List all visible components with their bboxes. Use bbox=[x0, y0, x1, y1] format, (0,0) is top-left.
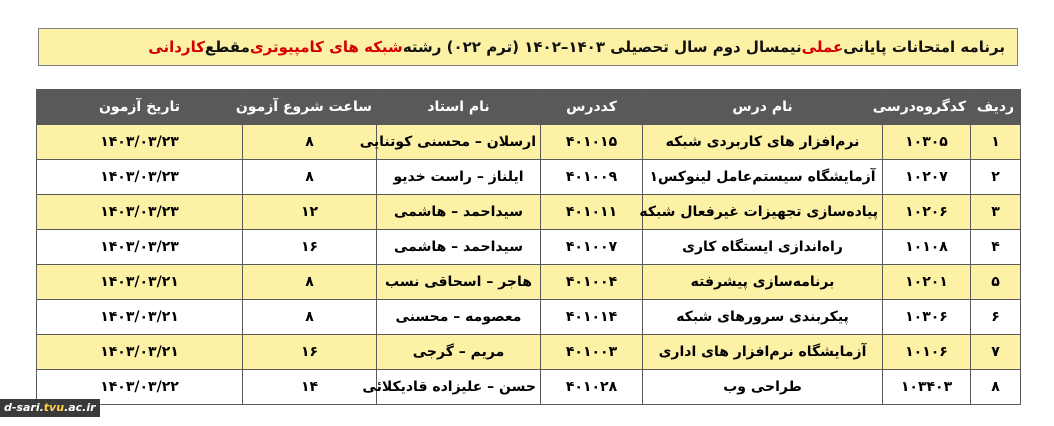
cell-course-code: ۴۰۱۰۰۷ bbox=[541, 230, 643, 265]
table-row bbox=[37, 230, 1021, 265]
cell-course-code: ۴۰۱۰۰۴ bbox=[541, 265, 643, 300]
table-row bbox=[37, 160, 1021, 195]
cell-group-code: ۱۰۳۴۰۳ bbox=[883, 370, 971, 405]
cell-instructor: ایلناز – راست خدیو bbox=[377, 160, 541, 195]
header-course-code: کددرس bbox=[541, 90, 643, 125]
cell-group-code: ۱۰۲۰۱ bbox=[883, 265, 971, 300]
cell-row-number: ۶ bbox=[971, 300, 1021, 335]
cell-group-code: ۱۰۲۰۶ bbox=[883, 195, 971, 230]
cell-exam-date: ۱۴۰۳/۰۳/۲۳ bbox=[37, 195, 243, 230]
cell-exam-date: ۱۴۰۳/۰۳/۲۳ bbox=[37, 230, 243, 265]
cell-row-number: ۵ bbox=[971, 265, 1021, 300]
cell-instructor: سیداحمد – هاشمی bbox=[377, 230, 541, 265]
cell-course-name: نرم‌افزار های کاربردی شبکه bbox=[643, 125, 883, 160]
header-group-code: کدگروه‌درسی bbox=[883, 90, 971, 125]
cell-course-name: پیاده‌سازی تجهیزات غیرفعال شبکه bbox=[643, 195, 883, 230]
cell-course-name: برنامه‌سازی پیشرفته bbox=[643, 265, 883, 300]
cell-row-number: ۱ bbox=[971, 125, 1021, 160]
table-header-row bbox=[37, 90, 1021, 125]
table-row bbox=[37, 335, 1021, 370]
cell-exam-date: ۱۴۰۳/۰۳/۲۱ bbox=[37, 265, 243, 300]
cell-course-code: ۴۰۱۰۲۸ bbox=[541, 370, 643, 405]
cell-row-number: ۷ bbox=[971, 335, 1021, 370]
cell-start-time: ۸ bbox=[243, 300, 377, 335]
title-part-1: برنامه امتحانات پایانی bbox=[843, 38, 1005, 56]
cell-start-time: ۱۴ bbox=[243, 370, 377, 405]
table-row bbox=[37, 300, 1021, 335]
header-start-time: ساعت شروع آزمون bbox=[243, 90, 377, 125]
site-watermark bbox=[0, 399, 100, 417]
title-field: شبکه های کامپیوتری bbox=[249, 38, 403, 56]
cell-course-code: ۴۰۱۰۰۳ bbox=[541, 335, 643, 370]
watermark-suffix: .ac.ir bbox=[64, 401, 96, 414]
title-degree: کاردانی bbox=[148, 38, 205, 56]
cell-group-code: ۱۰۱۰۶ bbox=[883, 335, 971, 370]
cell-row-number: ۴ bbox=[971, 230, 1021, 265]
cell-start-time: ۱۶ bbox=[243, 230, 377, 265]
header-row-number: ردیف bbox=[971, 90, 1021, 125]
cell-course-code: ۴۰۱۰۱۱ bbox=[541, 195, 643, 230]
table-row bbox=[37, 195, 1021, 230]
title-part-5: مقطع bbox=[204, 38, 250, 56]
header-course-name: نام درس bbox=[643, 90, 883, 125]
cell-group-code: ۱۰۱۰۸ bbox=[883, 230, 971, 265]
title-practical: عملی bbox=[801, 38, 844, 56]
table-row bbox=[37, 370, 1021, 405]
exam-schedule-table bbox=[36, 89, 1021, 405]
cell-row-number: ۸ bbox=[971, 370, 1021, 405]
table-row bbox=[37, 265, 1021, 300]
cell-exam-date: ۱۴۰۳/۰۳/۲۳ bbox=[37, 125, 243, 160]
watermark-accent: tvu bbox=[43, 401, 65, 414]
cell-instructor: معصومه – محسنی bbox=[377, 300, 541, 335]
cell-exam-date: ۱۴۰۳/۰۳/۲۳ bbox=[37, 160, 243, 195]
cell-instructor: هاجر – اسحاقی نسب bbox=[377, 265, 541, 300]
cell-row-number: ۳ bbox=[971, 195, 1021, 230]
cell-course-code: ۴۰۱۰۱۵ bbox=[541, 125, 643, 160]
cell-start-time: ۱۲ bbox=[243, 195, 377, 230]
cell-group-code: ۱۰۲۰۷ bbox=[883, 160, 971, 195]
header-exam-date: تاریخ آزمون bbox=[37, 90, 243, 125]
cell-instructor: ارسلان – محسنی کوتنایی bbox=[377, 125, 541, 160]
cell-course-name: راه‌اندازی ایستگاه کاری bbox=[643, 230, 883, 265]
cell-group-code: ۱۰۳۰۵ bbox=[883, 125, 971, 160]
cell-start-time: ۸ bbox=[243, 125, 377, 160]
page-title bbox=[38, 28, 1018, 66]
cell-start-time: ۸ bbox=[243, 265, 377, 300]
cell-instructor: حسن – علیزاده قادیکلائی bbox=[377, 370, 541, 405]
cell-group-code: ۱۰۳۰۶ bbox=[883, 300, 971, 335]
cell-course-code: ۴۰۱۰۱۴ bbox=[541, 300, 643, 335]
cell-exam-date: ۱۴۰۳/۰۳/۲۱ bbox=[37, 335, 243, 370]
cell-course-code: ۴۰۱۰۰۹ bbox=[541, 160, 643, 195]
cell-course-name: آزمایشگاه سیستم‌عامل لینوکس۱ bbox=[643, 160, 883, 195]
header-instructor: نام استاد bbox=[377, 90, 541, 125]
cell-start-time: ۱۶ bbox=[243, 335, 377, 370]
table-row bbox=[37, 125, 1021, 160]
cell-exam-date: ۱۴۰۳/۰۳/۲۱ bbox=[37, 300, 243, 335]
cell-start-time: ۸ bbox=[243, 160, 377, 195]
cell-exam-date: ۱۴۰۳/۰۳/۲۲ bbox=[37, 370, 243, 405]
cell-course-name: آزمایشگاه نرم‌افزار های اداری bbox=[643, 335, 883, 370]
cell-instructor: مریم – گرجی bbox=[377, 335, 541, 370]
cell-course-name: طراحی وب bbox=[643, 370, 883, 405]
title-part-3: نیمسال دوم سال تحصیلی ۱۴۰۳–۱۴۰۲ (ترم ۰۲۲) رشته bbox=[402, 38, 802, 56]
cell-course-name: پیکربندی سرورهای شبکه bbox=[643, 300, 883, 335]
cell-instructor: سیداحمد – هاشمی bbox=[377, 195, 541, 230]
watermark-prefix: d-sari. bbox=[4, 401, 44, 414]
cell-row-number: ۲ bbox=[971, 160, 1021, 195]
